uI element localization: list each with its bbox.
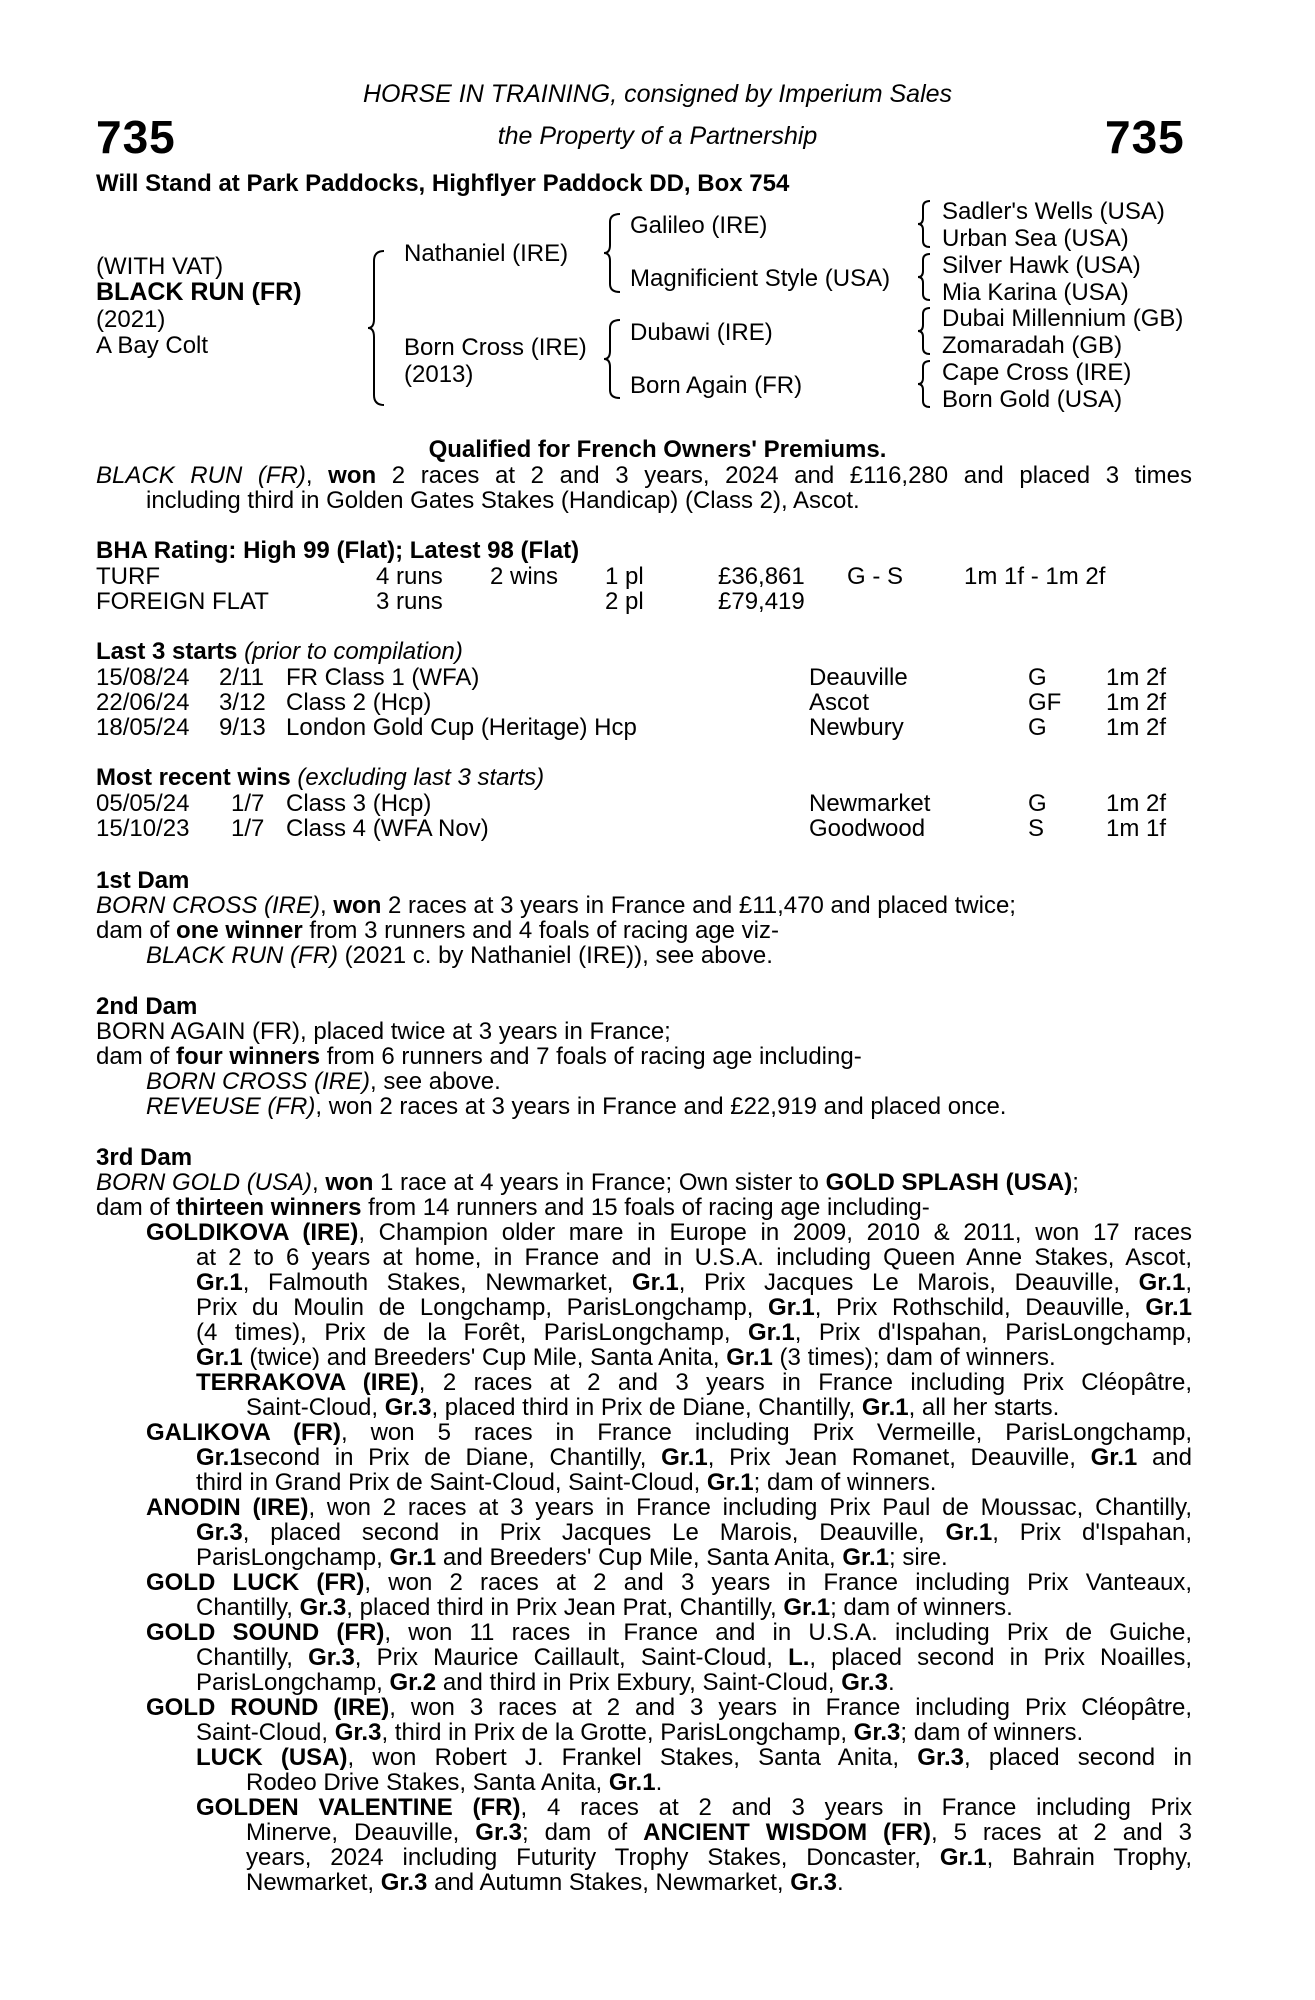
g3-7: Cape Cross (IRE) <box>942 359 1132 386</box>
grade: Gr.1 <box>726 1344 773 1371</box>
bha-money: £79,419 <box>718 588 805 615</box>
goldsound-line1 <box>146 1620 1192 1646</box>
text: , won 2 races at 3 years in France including Prix Paul de Moussac, Chantilly, <box>308 1494 1193 1521</box>
dam-year: (2013) <box>404 361 474 388</box>
run-course: Newbury <box>809 714 904 741</box>
summary-horse: BLACK RUN (FR) <box>96 462 306 489</box>
win-distance: 1m 1f <box>1106 815 1167 842</box>
grade: Gr.1 <box>196 1269 243 1296</box>
text: , see above. <box>370 1068 501 1095</box>
goldenvalentine-line3 <box>246 1845 1192 1871</box>
text: , Bahrain Trophy, <box>986 1844 1193 1871</box>
grade: Gr.1 <box>196 1344 243 1371</box>
text: and Breeders' Cup Mile, Santa Anita, <box>436 1544 843 1571</box>
g3-8: Born Gold (USA) <box>942 386 1123 413</box>
bha-going: G - S <box>847 563 904 590</box>
text: ; sire. <box>889 1544 948 1571</box>
grade: Gr.1 <box>1145 1294 1193 1321</box>
second-dam-line2 <box>96 1044 862 1070</box>
last3-note: (prior to compilation) <box>237 638 463 665</box>
recent-note: (excluding last 3 starts) <box>290 764 545 791</box>
pedigree-brace-g3-2 <box>916 252 934 302</box>
bha-type: TURF <box>96 563 160 590</box>
text: , won 2 races at 3 years in France and £22,919 and placed once. <box>315 1093 1007 1120</box>
lot-number-right: 735 <box>1105 111 1185 163</box>
run-date: 15/08/24 <box>96 664 190 691</box>
horse-name: GOLD SOUND (FR) <box>146 1619 385 1646</box>
g3-4: Mia Karina (USA) <box>942 279 1129 306</box>
grade: Gr.3 <box>334 1719 382 1746</box>
won-label: won <box>333 892 382 919</box>
second-dam-line1: BORN AGAIN (FR), placed twice at 3 years in France; <box>96 1018 671 1045</box>
lot-number-left: 735 <box>96 111 176 163</box>
win-race: Class 3 (Hcp) <box>286 790 432 817</box>
grade: Gr.1 <box>1090 1444 1138 1471</box>
text: , 5 races at 2 and 3 <box>930 1819 1193 1846</box>
grade: Gr.2 <box>389 1669 437 1696</box>
grade: Gr.1 <box>661 1444 708 1471</box>
horse-year: (2021) <box>96 306 166 333</box>
run-going: G <box>1028 664 1047 691</box>
goldluck-line2 <box>196 1595 1013 1621</box>
second-dam-line3 <box>146 1069 501 1095</box>
offspring-name: REVEUSE (FR) <box>146 1093 316 1120</box>
grade: Gr.1 <box>1138 1269 1186 1296</box>
text: third in Grand Prix de Saint-Cloud, Saint-Cloud, <box>196 1469 707 1496</box>
horse-name: BLACK RUN (FR) <box>96 278 302 306</box>
goldenvalentine-line4 <box>246 1870 844 1896</box>
text: , Prix Rothschild, Deauville, <box>814 1294 1146 1321</box>
text: , Champion older mare in Europe in 2009, 2010 & 2011, won 17 races <box>358 1219 1193 1246</box>
text: , Prix Jacques Le Marois, Deauville, <box>678 1269 1139 1296</box>
run-date: 22/06/24 <box>96 689 190 716</box>
grade: Gr.3 <box>853 1719 901 1746</box>
g3-6: Zomaradah (GB) <box>942 332 1123 359</box>
goldsound-line2 <box>196 1645 1192 1671</box>
run-going: G <box>1028 714 1047 741</box>
horse-name: ANODIN (IRE) <box>146 1494 309 1521</box>
grade: Gr.3 <box>841 1669 888 1696</box>
summary-won: won <box>328 462 377 489</box>
text: , <box>312 1169 326 1196</box>
text: years, 2024 including Futurity Trophy Stakes, Doncaster, <box>246 1844 940 1871</box>
bha-distance: 1m 1f - 1m 2f <box>964 563 1106 590</box>
galikova-line1 <box>146 1420 1192 1446</box>
grade: Gr.1 <box>783 1594 831 1621</box>
anodin-line1 <box>146 1495 1192 1521</box>
text: , won 2 races at 2 and 3 years in France including Prix Vanteaux, <box>364 1569 1193 1596</box>
text: , Falmouth Stakes, Newmarket, <box>242 1269 632 1296</box>
text: Newmarket, <box>246 1869 381 1896</box>
g3-2: Urban Sea (USA) <box>942 225 1129 252</box>
anodin-line2 <box>196 1520 1192 1546</box>
text: , placed third in Prix Jean Prat, Chantilly, <box>346 1594 784 1621</box>
grade: Gr.1 <box>196 1444 243 1471</box>
pedigree-brace-g3-1 <box>916 199 934 249</box>
pedigree-brace-g3-4 <box>916 359 934 409</box>
text: (3 times); dam of winners. <box>772 1344 1056 1371</box>
offspring-name: BORN CROSS (IRE) <box>146 1068 371 1095</box>
text: , <box>320 892 334 919</box>
offspring-name: ANCIENT WISDOM (FR) <box>643 1819 931 1846</box>
summary-rest: 2 races at 2 and 3 years, 2024 and £116,280 and placed 3 times <box>376 462 1192 489</box>
bha-type: FOREIGN FLAT <box>96 588 269 615</box>
goldikova-line5 <box>196 1320 1192 1346</box>
first-dam-line1 <box>96 893 1016 919</box>
text: , placed third in Prix de Diane, Chantilly, <box>431 1394 862 1421</box>
grade: Gr.3 <box>380 1869 428 1896</box>
goldluck-line1 <box>146 1570 1192 1596</box>
text: from 14 runners and 15 foals of racing age including- <box>361 1194 930 1221</box>
text: ParisLongchamp, <box>196 1669 390 1696</box>
premiums-note: Qualified for French Owners' Premiums. <box>428 436 887 463</box>
run-position: 2/11 <box>219 664 264 691</box>
text: dam of <box>96 1043 177 1070</box>
first-dam-name: BORN CROSS (IRE) <box>96 892 321 919</box>
vat-label: (WITH VAT) <box>96 253 224 280</box>
recent-title: Most recent wins <box>96 764 291 791</box>
sister-name: GOLD SPLASH (USA) <box>825 1169 1073 1196</box>
win-position: 1/7 <box>231 790 265 817</box>
horse-name: GOLDIKOVA (IRE) <box>146 1219 359 1246</box>
grade: Gr.1 <box>608 1769 656 1796</box>
text: Saint-Cloud, <box>246 1394 385 1421</box>
grade: Gr.3 <box>299 1594 347 1621</box>
pedigree-brace-dam <box>602 318 624 400</box>
run-distance: 1m 2f <box>1106 689 1167 716</box>
text: ; dam of winners. <box>830 1594 1013 1621</box>
bha-places: 1 pl <box>605 563 644 590</box>
grade: L. <box>788 1644 810 1671</box>
win-going: S <box>1028 815 1045 842</box>
text: ParisLongchamp, <box>196 1544 390 1571</box>
summary-line1 <box>96 463 1192 489</box>
first-dam-line2 <box>96 918 779 944</box>
text: , won Robert J. Frankel Stakes, Santa Anita, <box>347 1744 918 1771</box>
summary-line2: including third in Golden Gates Stakes (Handicap) (Class 2), Ascot. <box>146 487 860 514</box>
text: , placed second in <box>963 1744 1193 1771</box>
win-course: Newmarket <box>809 790 931 817</box>
text: ; dam of winners. <box>900 1719 1084 1746</box>
text: (4 times), Prix de la Forêt, ParisLongchamp, <box>196 1319 749 1346</box>
anodin-line3 <box>196 1545 948 1571</box>
pedigree-brace-main <box>366 249 388 407</box>
grade: Gr.3 <box>196 1519 243 1546</box>
galikova-line3 <box>196 1470 936 1496</box>
run-course: Ascot <box>809 689 870 716</box>
goldsound-line3 <box>196 1670 895 1696</box>
grade: Gr.1 <box>768 1294 815 1321</box>
run-race: FR Class 1 (WFA) <box>286 664 480 691</box>
winners-count: thirteen winners <box>176 1194 362 1221</box>
bha-runs: 4 runs <box>376 563 443 590</box>
offspring-name: BLACK RUN (FR) <box>146 942 339 969</box>
text: ; dam of <box>521 1819 644 1846</box>
horse-name: TERRAKOVA (IRE) <box>196 1369 419 1396</box>
luck-line2 <box>246 1770 662 1796</box>
text: from 6 runners and 7 foals of racing age including- <box>320 1043 862 1070</box>
text: Prix du Moulin de Longchamp, ParisLongchamp, <box>196 1294 769 1321</box>
goldikova-line6 <box>196 1345 1056 1371</box>
grade: Gr.1 <box>706 1469 754 1496</box>
text: , won 11 races in France and in U.S.A. including Prix de Guiche, <box>384 1619 1193 1646</box>
win-position: 1/7 <box>231 815 265 842</box>
text: , Prix d'Ispahan, <box>992 1519 1192 1546</box>
winners-count: four winners <box>176 1043 321 1070</box>
third-dam-line1 <box>96 1170 1079 1196</box>
text: and third in Prix Exbury, Saint-Cloud, <box>436 1669 842 1696</box>
goldenvalentine-line1 <box>196 1795 1192 1821</box>
goldikova-line4 <box>196 1295 1192 1321</box>
pedigree-brace-g3-3 <box>916 306 934 356</box>
goldikova-line1 <box>146 1220 1192 1246</box>
second-dam-heading: 2nd Dam <box>96 993 198 1020</box>
bha-money: £36,861 <box>718 563 805 590</box>
text: and <box>1137 1444 1192 1471</box>
grade: Gr.1 <box>842 1544 890 1571</box>
goldround-line1 <box>146 1695 1192 1721</box>
horse-name: GOLD ROUND (IRE) <box>146 1694 390 1721</box>
text: 2 races at 3 years in France and £11,470 and placed twice; <box>381 892 1016 919</box>
first-dam-line3 <box>146 943 773 969</box>
text: . <box>836 1869 844 1896</box>
run-position: 3/12 <box>219 689 266 716</box>
won-label: won <box>325 1169 374 1196</box>
bha-places: 2 pl <box>605 588 644 615</box>
horse-name: GALIKOVA (FR) <box>146 1419 341 1446</box>
sire-dam: Magnificient Style (USA) <box>630 265 891 292</box>
text: . <box>887 1669 895 1696</box>
text: Rodeo Drive Stakes, Santa Anita, <box>246 1769 609 1796</box>
goldikova-line3 <box>196 1270 1192 1296</box>
text: second in Prix de Diane, Chantilly, <box>242 1444 662 1471</box>
g3-5: Dubai Millennium (GB) <box>942 305 1184 332</box>
text: , Prix d'Ispahan, ParisLongchamp, <box>794 1319 1192 1346</box>
run-going: GF <box>1028 689 1062 716</box>
dam-dam: Born Again (FR) <box>630 372 803 399</box>
run-position: 9/13 <box>219 714 266 741</box>
text: , Prix Maurice Caillault, Saint-Cloud, <box>354 1644 789 1671</box>
grade: Gr.3 <box>917 1744 964 1771</box>
pedigree-brace-sire <box>602 212 624 294</box>
goldround-line2 <box>196 1720 1083 1746</box>
summary-sep: , <box>305 462 329 489</box>
run-race: Class 2 (Hcp) <box>286 689 432 716</box>
consignor-line: HORSE IN TRAINING, consigned by Imperium Sales <box>362 80 953 108</box>
text: Saint-Cloud, <box>196 1719 335 1746</box>
win-date: 05/05/24 <box>96 790 190 817</box>
g3-1: Sadler's Wells (USA) <box>942 198 1165 225</box>
text: , 2 races at 2 and 3 years in France including Prix Cléopâtre, <box>418 1369 1192 1396</box>
win-race: Class 4 (WFA Nov) <box>286 815 489 842</box>
run-course: Deauville <box>809 664 908 691</box>
third-dam-name: BORN GOLD (USA) <box>96 1169 313 1196</box>
grade: Gr.1 <box>748 1319 795 1346</box>
text: , won 3 races at 2 and 3 years in France including Prix Cléopâtre, <box>389 1694 1192 1721</box>
grade: Gr.3 <box>475 1819 522 1846</box>
grade: Gr.1 <box>389 1544 437 1571</box>
text: ; dam of winners. <box>753 1469 937 1496</box>
first-dam-heading: 1st Dam <box>96 867 190 894</box>
text: Chantilly, <box>196 1594 300 1621</box>
run-distance: 1m 2f <box>1106 714 1167 741</box>
win-course: Goodwood <box>809 815 926 842</box>
text: and Autumn Stakes, Newmarket, <box>427 1869 791 1896</box>
run-date: 18/05/24 <box>96 714 190 741</box>
win-going: G <box>1028 790 1047 817</box>
text: , 4 races at 2 and 3 years in France including Prix <box>520 1794 1192 1821</box>
run-race: London Gold Cup (Heritage) Hcp <box>286 714 637 741</box>
grade: Gr.1 <box>861 1394 909 1421</box>
text: , Prix Jean Romanet, Deauville, <box>707 1444 1091 1471</box>
horse-name: LUCK (USA) <box>196 1744 348 1771</box>
third-dam-heading: 3rd Dam <box>96 1144 193 1171</box>
terrakova-line1 <box>196 1370 1192 1396</box>
text: dam of <box>96 1194 177 1221</box>
text: 1 race at 4 years in France; Own sister to <box>373 1169 826 1196</box>
stand-line: Will Stand at Park Paddocks, Highflyer Paddock DD, Box 754 <box>96 170 790 197</box>
recent-heading <box>96 765 544 790</box>
goldikova-line2: at 2 to 6 years at home, in France and in U.S.A. including Queen Anne Stakes, Ascot, <box>196 1244 1192 1271</box>
text: , all her starts. <box>908 1394 1060 1421</box>
text: , placed second in Prix Noailles, <box>809 1644 1193 1671</box>
bha-rating: BHA Rating: High 99 (Flat); Latest 98 (Flat) <box>96 537 580 564</box>
run-distance: 1m 2f <box>1106 664 1167 691</box>
sire: Nathaniel (IRE) <box>404 240 569 267</box>
g3-3: Silver Hawk (USA) <box>942 252 1141 279</box>
text: ; <box>1072 1169 1079 1196</box>
text: Minerve, Deauville, <box>246 1819 476 1846</box>
grade: Gr.3 <box>308 1644 355 1671</box>
terrakova-line2 <box>246 1395 1059 1421</box>
winners-count: one winner <box>176 917 303 944</box>
last3-title: Last 3 starts <box>96 638 238 665</box>
text: (2021 c. by Nathaniel (IRE)), see above. <box>338 942 773 969</box>
galikova-line2 <box>196 1445 1192 1471</box>
dam-sire: Dubawi (IRE) <box>630 319 773 346</box>
text: , won 5 races in France including Prix Vermeille, ParisLongchamp, <box>340 1419 1192 1446</box>
text: , third in Prix de la Grotte, ParisLongchamp, <box>381 1719 854 1746</box>
second-dam-line4 <box>146 1094 1006 1120</box>
win-date: 15/10/23 <box>96 815 190 842</box>
grade: Gr.1 <box>939 1844 987 1871</box>
luck-line1 <box>196 1745 1192 1771</box>
horse-description: A Bay Colt <box>96 332 209 359</box>
text: (twice) and Breeders' Cup Mile, Santa Anita, <box>242 1344 727 1371</box>
horse-name: GOLD LUCK (FR) <box>146 1569 365 1596</box>
text: from 3 runners and 4 foals of racing age viz- <box>302 917 779 944</box>
win-distance: 1m 2f <box>1106 790 1167 817</box>
sire-sire: Galileo (IRE) <box>630 212 768 239</box>
text: dam of <box>96 917 177 944</box>
text: , placed second in Prix Jacques Le Marois, Deauville, <box>242 1519 946 1546</box>
grade: Gr.1 <box>945 1519 993 1546</box>
grade: Gr.3 <box>384 1394 432 1421</box>
property-line: the Property of a Partnership <box>497 122 818 150</box>
last3-heading <box>96 639 463 664</box>
grade: Gr.1 <box>632 1269 679 1296</box>
bha-runs: 3 runs <box>376 588 443 615</box>
horse-name: GOLDEN VALENTINE (FR) <box>196 1794 521 1821</box>
dam: Born Cross (IRE) <box>404 334 587 361</box>
text: Chantilly, <box>196 1644 309 1671</box>
bha-wins: 2 wins <box>490 563 559 590</box>
text: , <box>1185 1269 1192 1296</box>
goldenvalentine-line2 <box>246 1820 1192 1846</box>
grade: Gr.3 <box>790 1869 837 1896</box>
text: . <box>655 1769 663 1796</box>
third-dam-line2 <box>96 1195 930 1221</box>
